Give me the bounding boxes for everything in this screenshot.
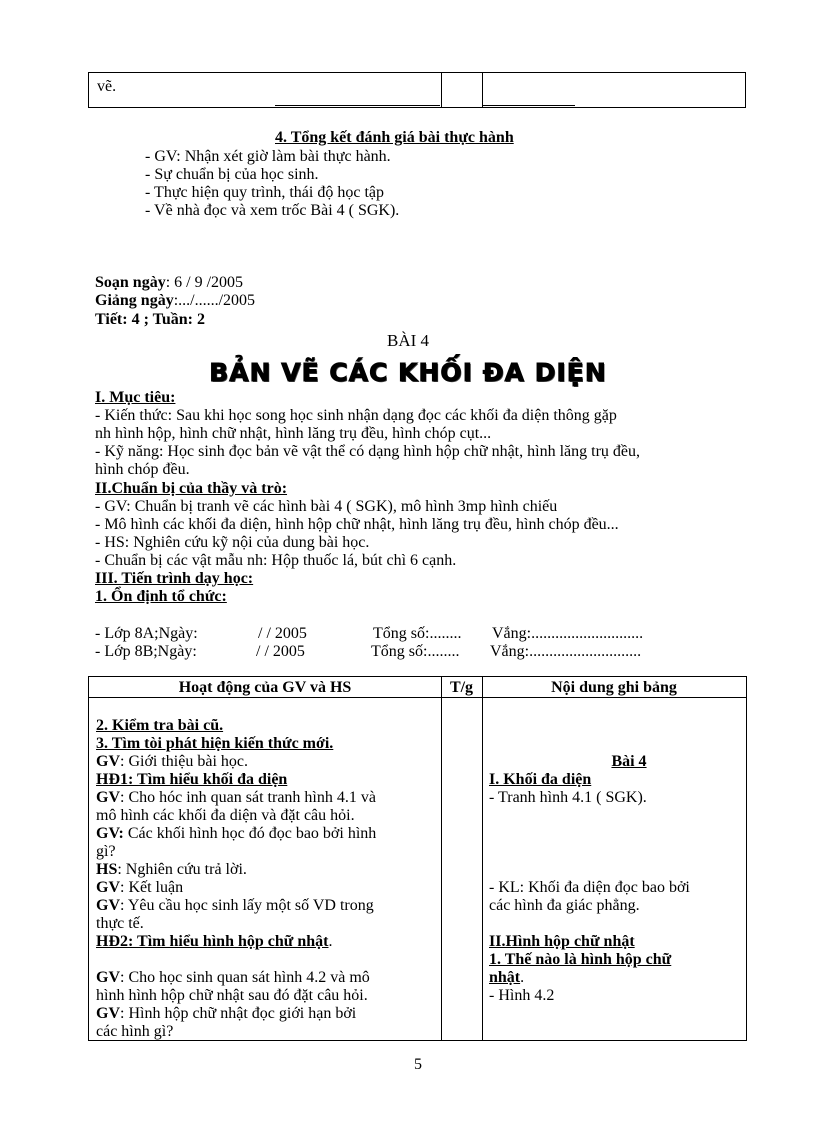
class-row-lop: - Lớp 8A;Ngày:: [95, 625, 198, 642]
gv-line-cont: mô hình các khối đa diện và đặt câu hỏi.: [96, 807, 355, 824]
tim-toi-heading: 3. Tìm tòi phát hiện kiến thức mới.: [96, 735, 334, 752]
chuan-bi-heading: II.Chuẩn bị của thầy và trò:: [95, 480, 288, 497]
khoi-da-dien-heading: I. Khối đa diện: [489, 771, 592, 788]
hs-line: HS: Nghiên cứu trả lời.: [96, 861, 247, 878]
activity-table: [88, 676, 747, 1041]
table-divider: [482, 73, 483, 107]
gv-line: GV: Yêu cầu học sinh lấy một số VD trong: [96, 897, 374, 914]
header-divider: [89, 697, 746, 698]
on-dinh-heading: 1. Ổn định tổ chức:: [95, 588, 227, 605]
giang-ngay: Giảng ngày:.../....../2005: [95, 292, 256, 309]
gv-line: GV: Kết luận: [96, 879, 184, 896]
gv-line-cont: thực tế.: [96, 915, 144, 932]
class-row-tong: Tổng số:........: [371, 643, 460, 660]
gv-line-cont: các hình gì?: [96, 1023, 174, 1040]
body-line: - Kiến thức: Sau khi học song học sinh nhận dạng đọc các khối đa diện thông gặp: [95, 407, 617, 424]
class-row-date: / / 2005: [258, 625, 307, 642]
gv-line: GV: Cho hóc inh quan sát tranh hình 4.1 và: [96, 789, 376, 806]
header-tg: T/g: [449, 679, 474, 696]
class-row-vang: Vắng:............................: [490, 643, 642, 660]
underline-stub: [275, 105, 440, 106]
gv-line: GV: Hình hộp chữ nhật đọc giới hạn bởi: [96, 1005, 357, 1022]
soan-ngay: Soạn ngày: 6 / 9 /2005: [95, 274, 244, 291]
underline-stub: [483, 105, 575, 106]
summary-item: - GV: Nhận xét giờ làm bài thực hành.: [145, 148, 391, 165]
summary-item: - Về nhà đọc và xem trốc Bài 4 ( SGK).: [145, 202, 400, 219]
class-row-tong: Tổng số:........: [373, 625, 462, 642]
header-hoat-dong: Hoạt động của GV và HS: [178, 679, 352, 696]
body-line: hình chóp đều.: [95, 461, 190, 478]
header-noi-dung: Nội dung ghi bảng: [551, 679, 677, 696]
column-divider: [441, 677, 442, 1040]
column-divider: [482, 677, 483, 1040]
top-table-fragment: [88, 72, 746, 108]
summary-item: - Thực hiện quy trình, thái độ học tập: [145, 184, 384, 201]
tranh-line: - Tranh hình 4.1 ( SGK).: [489, 789, 647, 806]
muc-tieu-heading: I. Mục tiêu:: [95, 389, 176, 406]
lesson-number: BÀI 4: [386, 331, 430, 350]
bai-label: Bài 4: [611, 753, 647, 770]
hd1-heading: HĐ1: Tìm hiểu khối đa diện: [96, 771, 288, 788]
hhcn-heading: II.Hình hộp chữ nhật: [489, 933, 635, 950]
gv-line-cont: gì?: [96, 843, 116, 860]
gv-line-cont: hình hình hộp chữ nhật sau đó đặt câu hỏi.: [96, 987, 368, 1004]
kl-line: - KL: Khối đa diện đọc bao bởi: [489, 879, 690, 896]
body-line: - Mô hình các khối đa diện, hình hộp chữ nhật, hình lăng trụ đều, hình chóp đều...: [95, 516, 619, 533]
body-line: - Kỹ năng: Học sinh đọc bản vẽ vật thể có dạng hình hộp chữ nhật, hình lăng trụ đều,: [95, 443, 640, 460]
body-line: - GV: Chuẩn bị tranh vẽ các hình bài 4 ( SGK), mô hình 3mp hình chiếu: [95, 498, 558, 515]
gv-line: GV: Giới thiệu bài học.: [96, 753, 248, 770]
hd2-heading: HĐ2: Tìm hiểu hình hộp chữ nhật.: [96, 933, 333, 950]
page-number: 5: [414, 1056, 422, 1073]
body-line: nh hình hộp, hình chữ nhật, hình lăng trụ đều, hình chóp cụt...: [95, 425, 492, 442]
hinh-line: - Hình 4.2: [489, 987, 555, 1004]
tiet-tuan: Tiết: 4 ; Tuần: 2: [95, 311, 205, 328]
class-row-lop: - Lớp 8B;Ngày:: [95, 643, 197, 660]
the-nao-heading: 1. Thế nào là hình hộp chữ: [489, 951, 672, 968]
kiem-tra-heading: 2. Kiểm tra bài cũ.: [96, 717, 224, 734]
gv-line: GV: Các khối hình học đó đọc bao bởi hình: [96, 825, 377, 842]
class-row-vang: Vắng:............................: [492, 625, 644, 642]
tien-trinh-heading: III. Tiến trình dạy học:: [95, 570, 254, 587]
table-divider: [441, 73, 442, 107]
summary-heading: 4. Tổng kết đánh giá bài thực hành: [275, 129, 514, 146]
kl-line-cont: các hình đa giác phẳng.: [489, 897, 640, 914]
body-line: - HS: Nghiên cứu kỹ nội của dung bài học.: [95, 534, 370, 551]
summary-item: - Sự chuẩn bị của học sinh.: [145, 166, 319, 183]
lesson-title: BẢN VẼ CÁC KHỐI ĐA DIỆN: [209, 358, 607, 387]
body-line: - Chuẩn bị các vật mẫu nh: Hộp thuốc lá, bút chì 6 cạnh.: [95, 552, 457, 569]
the-nao-heading-cont: nhật.: [489, 969, 525, 986]
gv-line: GV: Cho học sinh quan sát hình 4.2 và mô: [96, 969, 370, 986]
table-cell-text: vẽ.: [97, 78, 117, 95]
class-row-date: / / 2005: [256, 643, 305, 660]
